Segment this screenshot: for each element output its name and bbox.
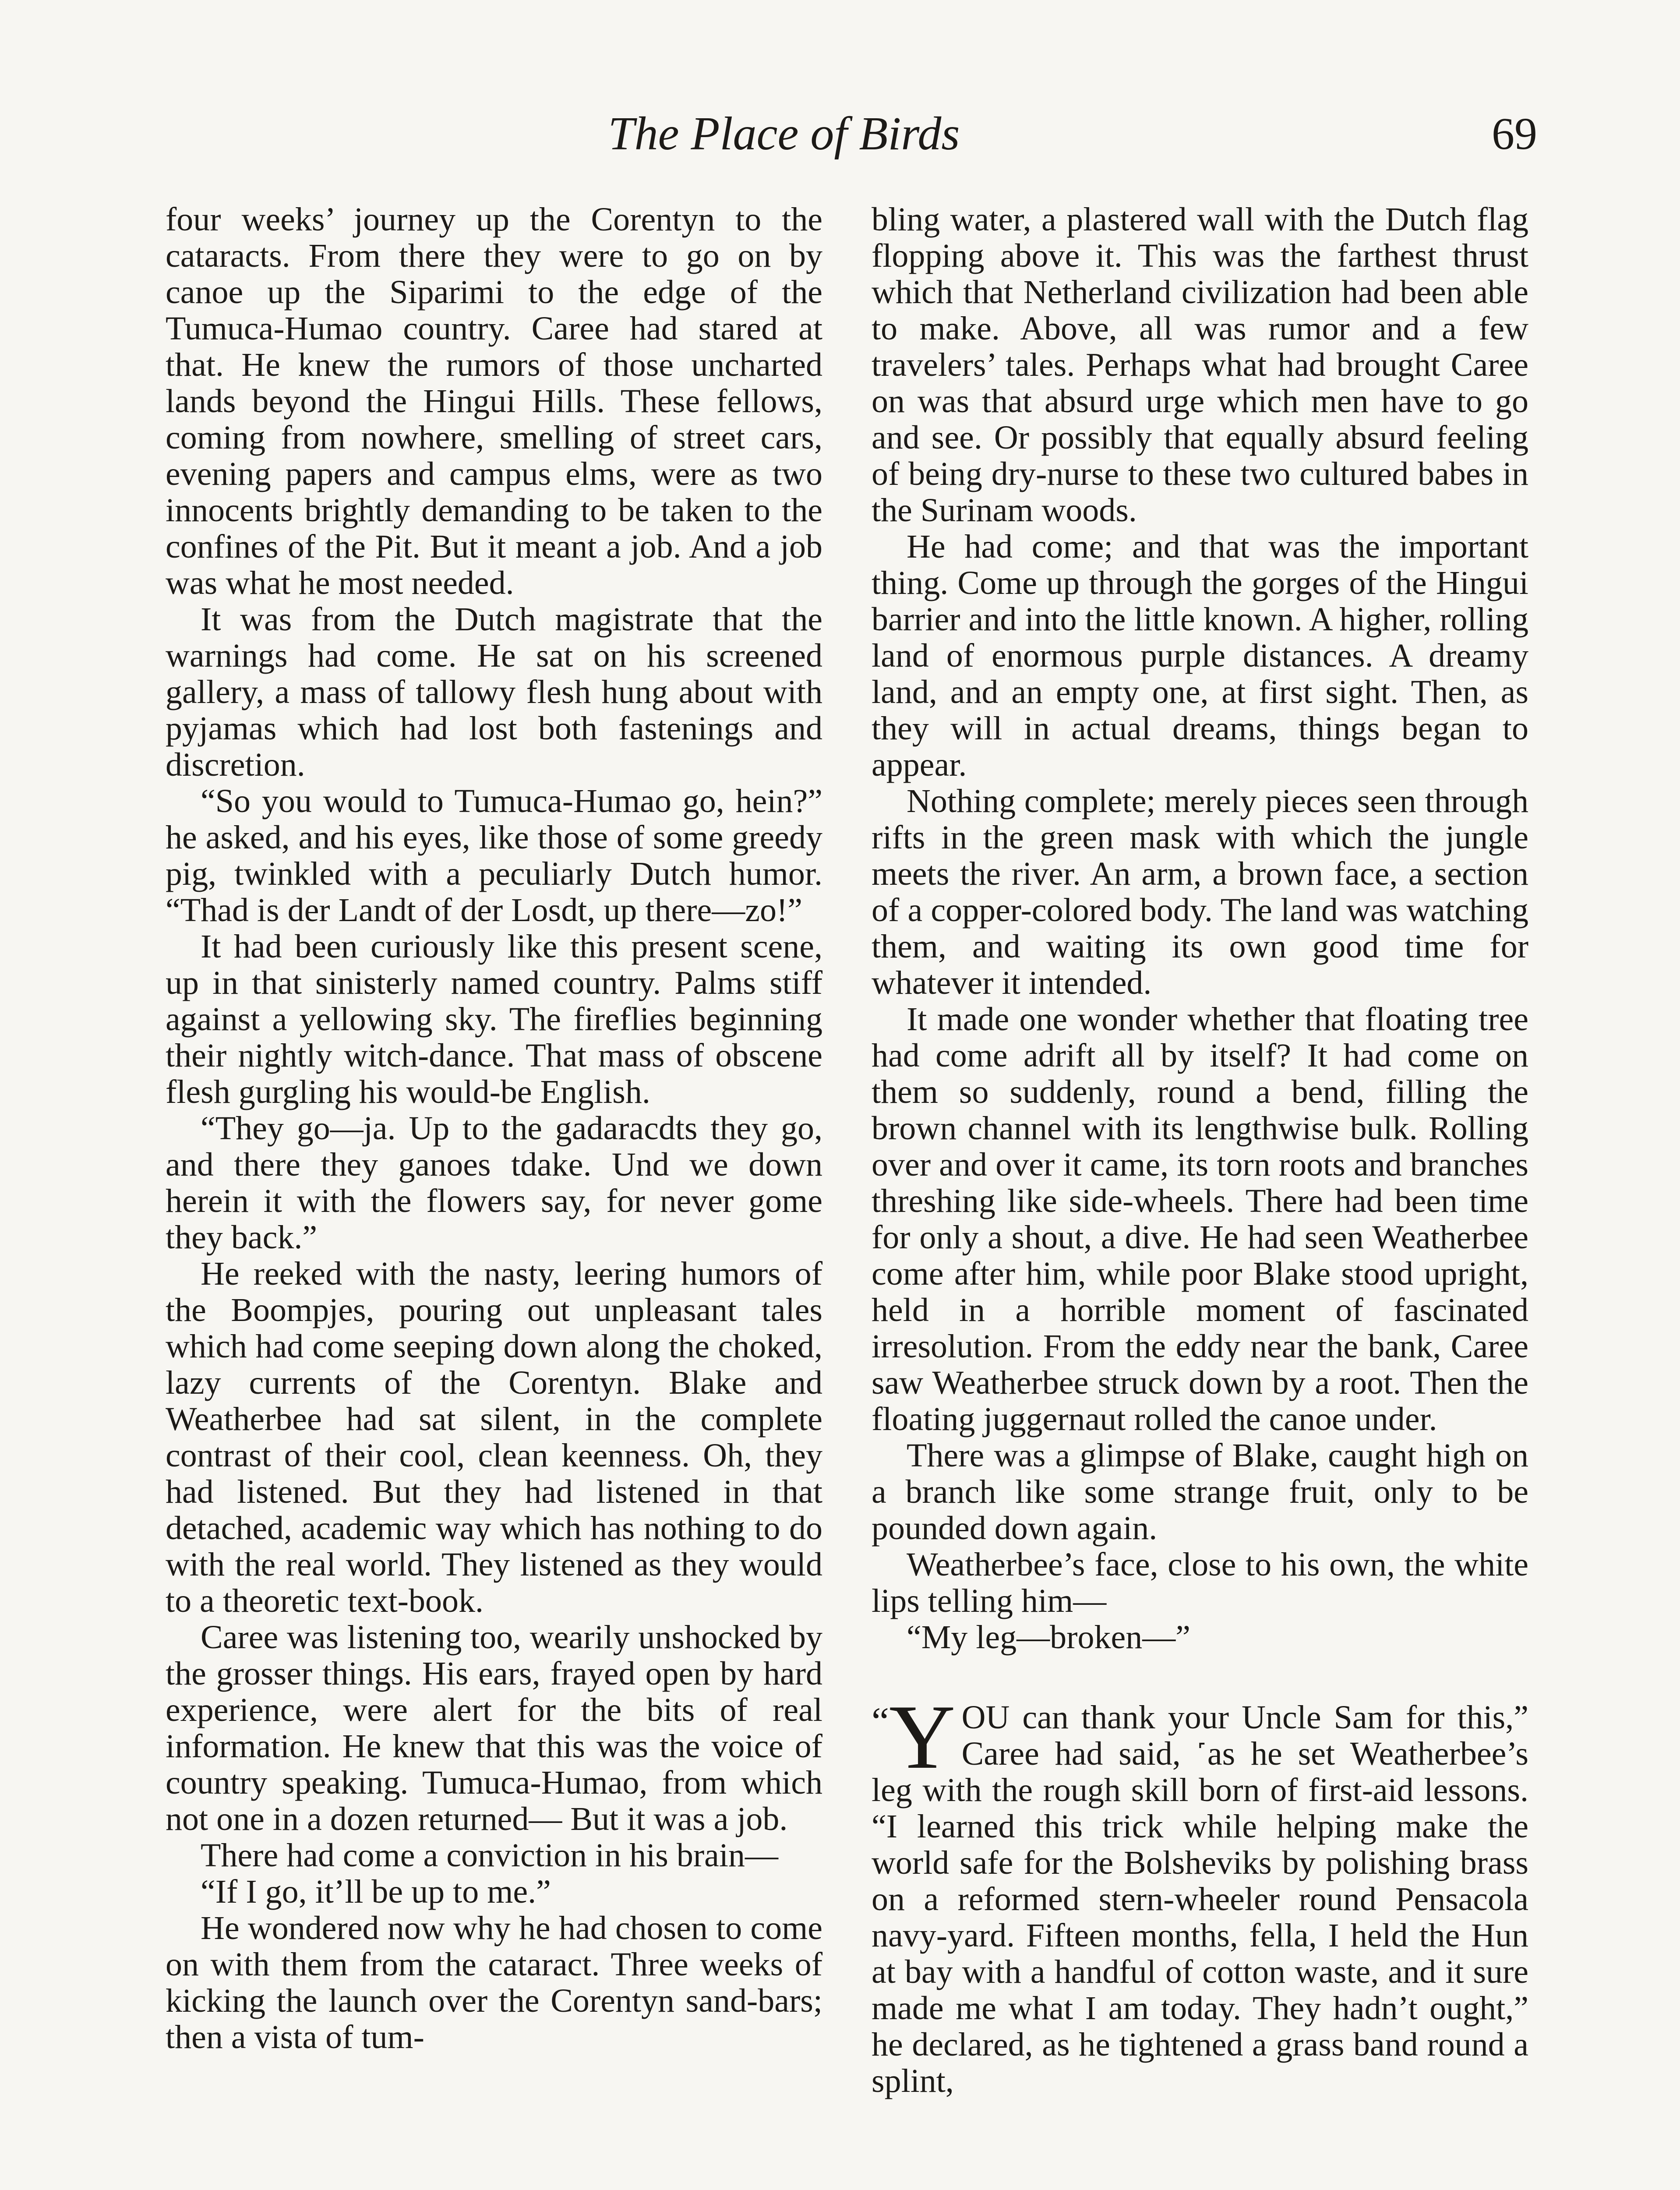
section-text: OU can thank your Uncle Sam for this,” Caree had said, ˹as he set Weatherbee’s leg with the rough skill born of first-aid lessons. “I learned this trick while helping make the world safe for the Bolsheviks by polishing brass on a reformed stern-wheeler round Pensacola navy-yard. Fifteen months, fella, I held the Hun at bay with a handful of cotton waste, and it sure made me what I am today. They hadn’t ought,” he declared, as he tightened a grass band round a splint, (872, 1699, 1528, 2099)
paragraph: Caree was listening too, wearily unshocked by the grosser things. His ears, frayed open by hard experience, were alert for the bits of real information. He knew that this was the voice of country speaking. Tumuca-Humao, from which not one in a dozen returned— But it was a job. (166, 1619, 822, 1837)
paragraph: four weeks’ journey up the Corentyn to the cataracts. From there they were to go on by canoe up the Siparimi to the edge of the Tumuca-Humao country. Caree had stared at that. He knew the rumors of those uncharted lands beyond the Hingui Hills. These fellows, coming from nowhere, smelling of street cars, evening papers and campus elms, were as two innocents brightly demanding to be taken to the confines of the Pit. But it meant a job. And a job was what he most needed. (166, 201, 822, 601)
paragraph: There was a glimpse of Blake, caught high on a branch like some strange fruit, only to be pounded down again. (872, 1437, 1528, 1547)
paragraph: He had come; and that was the important thing. Come up through the gorges of the Hingui barrier and into the little known. A higher, rolling land of enormous purple distances. A dreamy land, and an empty one, at first sight. Then, as they will in actual dreams, things began to appear. (872, 528, 1528, 783)
paragraph: “So you would to Tumuca-Humao go, hein?” he asked, and his eyes, like those of some greedy pig, twinkled with a peculiarly Dutch humor. “Thad is der Landt of der Losdt, up there—zo!” (166, 783, 822, 929)
paragraph: Weatherbee’s face, close to his own, the white lips telling him— (872, 1546, 1528, 1619)
page-header (0, 103, 1680, 173)
page-number: 69 (1492, 109, 1537, 159)
paragraph: He wondered now why he had chosen to come on with them from the cataract. Three weeks of kicking the launch over the Corentyn sand-bars; then a vista of tum- (166, 1910, 822, 2056)
left-column (166, 201, 822, 2056)
paragraph: There had come a conviction in his brain— (201, 1837, 779, 1874)
paragraph: bling water, a plastered wall with the Dutch flag flopping above it. This was the farthest thrust which that Netherland civilization had been able to make. Above, all was rumor and a few travelers’ tales. Perhaps what had brought Caree on was that absurd urge which men have to go and see. Or possibly that equally absurd feeling of being dry-nurse to these two cultured babes in the Surinam woods. (872, 201, 1528, 529)
right-column (872, 201, 1528, 2099)
drop-cap-quote: “ (872, 1700, 889, 1743)
running-title: The Place of Birds (608, 108, 960, 160)
paragraph: He reeked with the nasty, leering humors of the Boompjes, pouring out unpleasant tales which had come seeping down along the choked, lazy currents of the Corentyn. Blake and Weatherbee had sat silent, in the complete contrast of their cool, clean keenness. Oh, they had listened. But they had listened in that detached, academic way which has nothing to do with the real world. They listened as they would to a theoretic text-book. (166, 1255, 822, 1619)
paragraph: “My leg—broken—” (907, 1619, 1190, 1656)
paragraph: It made one wonder whether that floating tree had come adrift all by itself? It had come on them so suddenly, round a bend, filling the brown channel with its lengthwise bulk. Rolling over and over it came, its torn roots and branches threshing like side-wheels. There had been time for only a shout, a dive. He had seen Weatherbee come after him, while poor Blake stood upright, held in a horrible moment of fascinated irresolution. From the eddy near the bank, Caree saw Weatherbee struck down by a root. Then the floating juggernaut rolled the canoe under. (872, 1001, 1528, 1438)
drop-cap (872, 1686, 956, 1788)
section-opening-paragraph (872, 1686, 1528, 2099)
drop-cap-letter: Y (889, 1686, 956, 1788)
paragraph: It had been curiously like this present scene, up in that sinisterly named country. Palms stiff against a yellowing sky. The fireflies beginning their nightly witch-dance. That mass of obscene flesh gurgling his would-be English. (166, 928, 822, 1110)
paragraph: It was from the Dutch magistrate that the warnings had come. He sat on his screened gallery, a mass of tallowy flesh hung about with pyjamas which had lost both fastenings and discretion. (166, 601, 822, 783)
paragraph: “They go—ja. Up to the gadaracdts they go, and there they ganoes tdake. Und we down herein it with the flowers say, for never gome they back.” (166, 1110, 822, 1256)
paragraph: Nothing complete; merely pieces seen through rifts in the green mask with which the jungle meets the river. An arm, a brown face, a section of a copper-colored body. The land was watching them, and waiting its own good time for whatever it intended. (872, 783, 1528, 1001)
paragraph: “If I go, it’ll be up to me.” (201, 1873, 551, 1910)
